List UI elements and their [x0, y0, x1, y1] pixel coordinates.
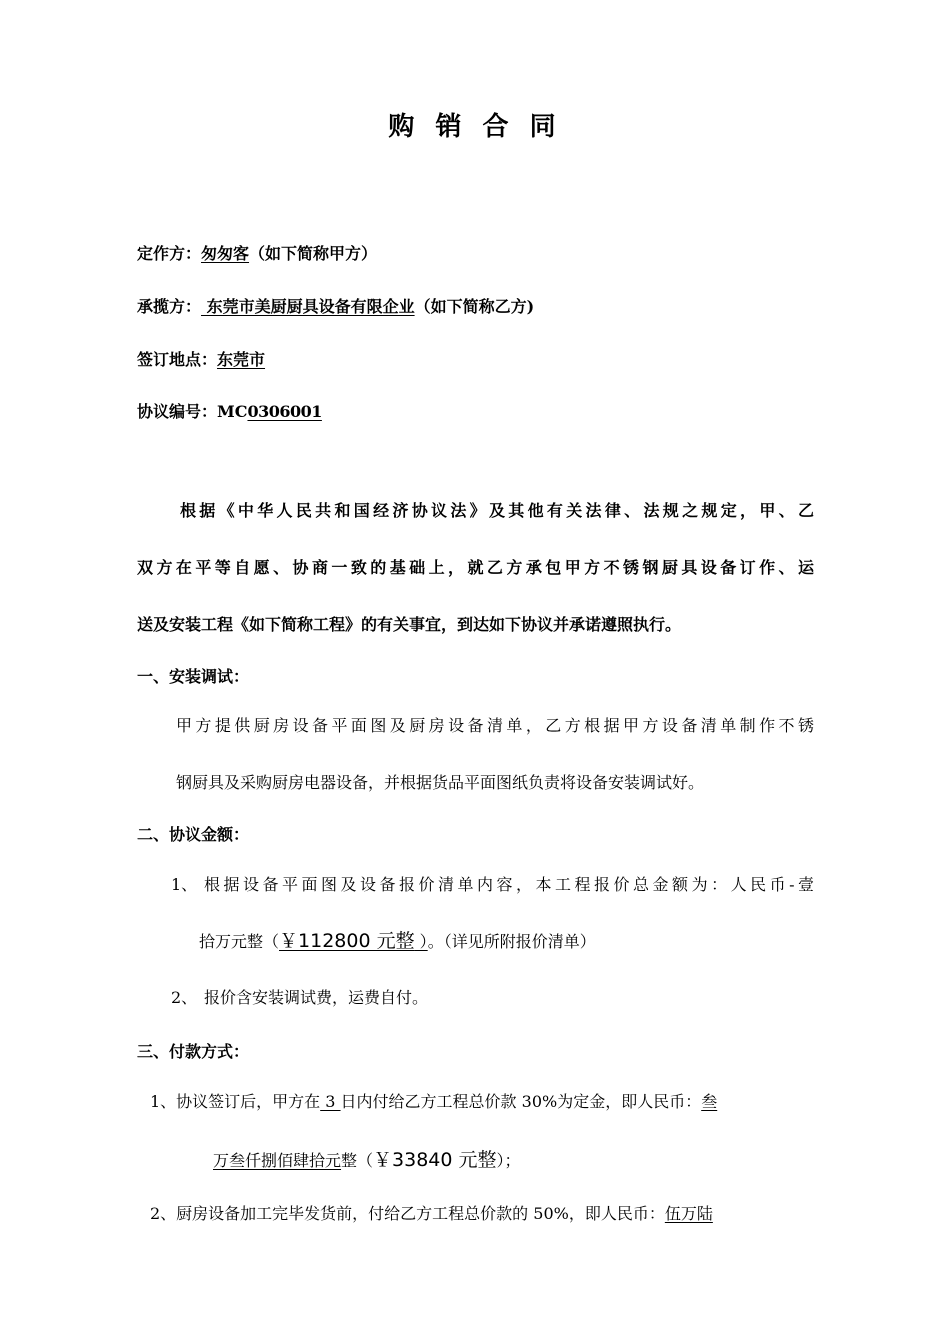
payment2-text: 2、厨房设备加工完毕发货前，付给乙方工程总价款的 50%，即人民币：	[150, 1204, 665, 1223]
party-a-note: （如下简称甲方）	[249, 244, 378, 263]
payment1-amount-words: 万叁仟捌佰肆拾元	[213, 1151, 342, 1170]
section3-item1-line-1	[150, 1091, 717, 1113]
place-label: 签订地点：	[137, 350, 218, 369]
number-value: 0306001	[247, 402, 322, 421]
section2-item2-text: 报价含安装调试费，运费自付。	[204, 988, 429, 1007]
section2-heading: 二、协议金额：	[137, 825, 250, 844]
party-b-name: 东莞市美厨厨具设备有限企业	[201, 297, 415, 316]
party-b-note: （如下简称乙方)	[414, 297, 535, 316]
section2-item2-number: 2、	[171, 988, 198, 1007]
amount-close: ）	[414, 932, 428, 951]
section3-item2-line-1	[150, 1203, 713, 1225]
amount-note: 。（详见所附报价清单）	[427, 932, 596, 951]
amount-prefix: 拾万元整（	[199, 932, 280, 951]
intro-line-2: 双方在平等自愿、协商一致的基础上，就乙方承包甲方不锈钢厨具设备订作、运	[137, 558, 814, 577]
place-line	[137, 349, 265, 371]
payment1-amount-open: 整（	[341, 1151, 374, 1170]
document-title: 购 销 合 同	[388, 112, 562, 142]
total-amount: ￥112800 元整	[279, 930, 415, 952]
section2-item1-line-2	[199, 930, 596, 953]
party-b-label: 承揽方：	[137, 297, 202, 316]
payment2-amount-start: 伍万陆	[664, 1204, 713, 1223]
party-a-name: 匆匆客	[201, 244, 250, 263]
section1-line-2: 钢厨具及采购厨房电器设备，并根据货品平面图纸负责将设备安装调试好。	[176, 773, 705, 792]
number-label: 协议编号：	[137, 402, 218, 421]
payment1-amount-start: 叁	[701, 1092, 718, 1111]
payment1-days: 3	[320, 1092, 341, 1111]
section1-heading: 一、安装调试：	[137, 667, 250, 686]
payment1-amount-close: ）；	[496, 1151, 521, 1170]
section3-item1-line-2	[213, 1149, 521, 1172]
number-line	[137, 401, 322, 423]
intro-line-3: 送及安装工程《如下简称工程》的有关事宜，到达如下协议并承诺遵照执行。	[137, 615, 682, 634]
number-prefix: MC	[217, 402, 248, 421]
payment1-text: 日内付给乙方工程总价款 30%为定金，即人民币：	[340, 1092, 702, 1111]
party-b-line	[137, 296, 534, 318]
party-a-label: 定作方：	[137, 244, 202, 263]
payment1-amount-figure: ￥33840 元整	[373, 1149, 497, 1171]
party-a-line	[137, 243, 377, 265]
payment1-prefix: 1、协议签订后，甲方在	[150, 1092, 321, 1111]
section1-line-1: 甲方提供厨房设备平面图及厨房设备清单，乙方根据甲方设备清单制作不锈	[176, 716, 814, 735]
section3-heading: 三、付款方式：	[137, 1042, 250, 1061]
intro-line-1: 根据《中华人民共和国经济协议法》及其他有关法律、法规之规定，甲、乙	[180, 501, 814, 520]
section2-item1-line-1: 根据设备平面图及设备报价清单内容，本工程报价总金额为：人民币-壹	[204, 875, 814, 894]
place-value: 东莞市	[217, 350, 266, 369]
section2-item1-number: 1、	[171, 875, 198, 894]
